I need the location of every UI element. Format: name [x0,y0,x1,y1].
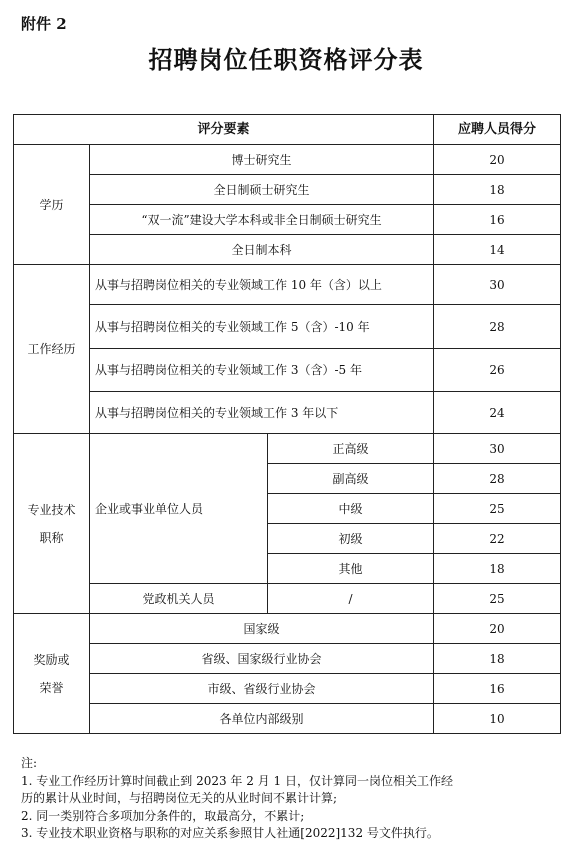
work-score: 30 [434,265,561,305]
title-score: 22 [434,524,561,554]
category-label-line: 奖励或 [33,652,70,667]
note-1-line-1: 1. 专业工作经历计算时间截止到 2023 年 2 月 1 日，仅计算同一岗位相关工作经 [21,773,453,788]
title-score: 18 [434,554,561,584]
table-row [14,305,561,349]
notes-heading: 注: [21,756,38,770]
education-score: 16 [434,205,561,235]
table-row [14,584,561,614]
award-score: 10 [434,704,561,734]
title-level: 中级 [268,494,434,524]
scoring-table [13,114,561,734]
title-level: / [268,584,434,614]
category-awards [14,614,90,734]
header-score: 应聘人员得分 [434,115,561,145]
table-row [14,235,561,265]
title-level: 其他 [268,554,434,584]
party-staff-label: 党政机关人员 [90,584,268,614]
table-row [14,175,561,205]
header-criteria: 评分要素 [14,115,434,145]
education-item: “双一流”建设大学本科或非全日制硕士研究生 [90,205,434,235]
note-2: 2. 同一类别符合多项加分条件的，取最高分，不累计; [21,808,305,823]
work-score: 28 [434,305,561,349]
category-label-line: 职称 [39,530,64,545]
title-score: 30 [434,434,561,464]
education-item: 全日制本科 [90,235,434,265]
work-score: 24 [434,392,561,434]
note-1-line-2: 历的累计从业时间，与招聘岗位无关的从业时间不累计计算; [21,791,338,805]
category-professional-title [14,434,90,614]
award-item: 省级、国家级行业协会 [90,644,434,674]
award-score: 20 [434,614,561,644]
table-row [14,644,561,674]
category-label-line: 荣誉 [39,680,64,695]
education-item: 全日制硕士研究生 [90,175,434,205]
category-education: 学历 [14,145,90,265]
table-row [14,265,561,305]
table-row [14,704,561,734]
table-row [14,434,561,464]
table-row [14,614,561,644]
award-score: 16 [434,674,561,704]
work-item: 从事与招聘岗位相关的专业领域工作 3 年以下 [90,392,434,434]
table-row [14,674,561,704]
title-score: 28 [434,464,561,494]
table-header-row [14,115,561,145]
table-row [14,205,561,235]
education-item: 博士研究生 [90,145,434,175]
award-score: 18 [434,644,561,674]
note-3: 3. 专业技术职业资格与职称的对应关系参照甘人社通[2022]132 号文件执行。 [21,826,439,840]
title-level: 初级 [268,524,434,554]
title-score: 25 [434,584,561,614]
title-level: 正高级 [268,434,434,464]
attachment-label: 附件 2 [21,15,67,33]
table-row [14,349,561,392]
notes-section [21,755,561,843]
title-score: 25 [434,494,561,524]
category-label-line: 专业技术 [27,502,76,517]
work-item: 从事与招聘岗位相关的专业领域工作 3（含）-5 年 [90,349,434,392]
education-score: 14 [434,235,561,265]
education-score: 20 [434,145,561,175]
work-score: 26 [434,349,561,392]
award-item: 市级、省级行业协会 [90,674,434,704]
education-score: 18 [434,175,561,205]
title-level: 副高级 [268,464,434,494]
table-row [14,145,561,175]
award-item: 各单位内部级别 [90,704,434,734]
table-row [14,392,561,434]
category-work-experience: 工作经历 [14,265,90,434]
page-title: 招聘岗位任职资格评分表 [148,45,424,74]
award-item: 国家级 [90,614,434,644]
work-item: 从事与招聘岗位相关的专业领域工作 10 年（含）以上 [90,265,434,305]
enterprise-staff-label: 企业或事业单位人员 [90,434,268,584]
work-item: 从事与招聘岗位相关的专业领域工作 5（含）-10 年 [90,305,434,349]
